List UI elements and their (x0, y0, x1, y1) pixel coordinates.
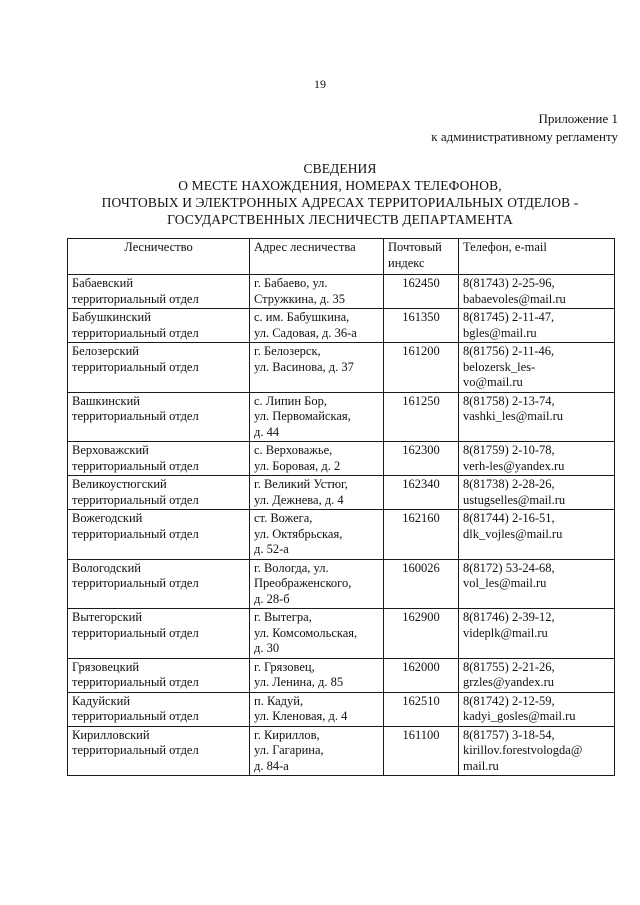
header-postal-index (384, 239, 459, 275)
address-cell (250, 309, 384, 343)
header-forestry: Лесничество (68, 239, 250, 275)
forestry-cell (68, 510, 250, 560)
postal-index-cell: 161350 (384, 309, 459, 343)
table-row (68, 343, 615, 393)
forestry-cell (68, 658, 250, 692)
address-line: ул. Дежнева, д. 4 (254, 492, 344, 507)
table-row (68, 309, 615, 343)
address-line: с. Верховажье, (254, 443, 333, 457)
address-line: г. Великий Устюг, (254, 477, 348, 491)
contacts-cell (459, 442, 615, 476)
forestry-line: территориальный отдел (72, 625, 199, 640)
contact-line: belozersk_les- (463, 359, 536, 374)
forestry-line: Кирилловский (72, 727, 150, 742)
postal-index-cell: 162510 (384, 692, 459, 726)
header-postal-line-1: Почтовый (388, 240, 442, 254)
forestry-cell (68, 309, 250, 343)
address-line: Стружкина, д. 35 (254, 291, 345, 306)
contact-line: mail.ru (463, 758, 499, 773)
appendix-line-2: к административному регламенту (431, 129, 618, 144)
contact-line: verh-les@yandex.ru (463, 458, 565, 473)
postal-index-cell: 161250 (384, 392, 459, 442)
contacts-cell (459, 609, 615, 659)
contact-line: 8(81759) 2-10-78, (463, 443, 555, 457)
table-row (68, 275, 615, 309)
forestry-line: территориальный отдел (72, 359, 199, 374)
contacts-cell (459, 392, 615, 442)
address-line: г. Белозерск, (254, 344, 321, 358)
contacts-cell (459, 726, 615, 776)
table-row (68, 476, 615, 510)
forestry-cell (68, 476, 250, 510)
forestry-line: Кадуйский (72, 693, 131, 708)
forestry-line: территориальный отдел (72, 492, 199, 507)
contact-line: 8(81743) 2-25-96, (463, 276, 555, 290)
postal-index-cell: 162000 (384, 658, 459, 692)
header-postal-line-2: индекс (388, 255, 425, 270)
forestry-cell (68, 559, 250, 609)
address-cell (250, 559, 384, 609)
address-line: ул. Октябрьская, (254, 526, 343, 541)
forestry-line: Грязовецкий (72, 659, 140, 674)
address-cell (250, 275, 384, 309)
contacts-cell (459, 476, 615, 510)
address-cell (250, 392, 384, 442)
postal-index-cell: 161200 (384, 343, 459, 393)
forestry-line: территориальный отдел (72, 291, 199, 306)
contact-line: dlk_vojles@mail.ru (463, 526, 563, 541)
contacts-cell (459, 559, 615, 609)
contacts-cell (459, 275, 615, 309)
contacts-cell (459, 510, 615, 560)
appendix-line-1: Приложение 1 (538, 111, 618, 126)
table-row (68, 658, 615, 692)
title-line-4: ГОСУДАРСТВЕННЫХ ЛЕСНИЧЕСТВ ДЕПАРТАМЕНТА (167, 212, 513, 227)
address-line: ул. Кленовая, д. 4 (254, 709, 348, 723)
forestry-cell (68, 343, 250, 393)
contacts-cell (459, 692, 615, 726)
forestry-line: Вологодский (72, 560, 141, 575)
table-row (68, 726, 615, 776)
title-line-1: СВЕДЕНИЯ (303, 161, 377, 176)
address-line: д. 30 (254, 641, 280, 655)
contact-line: vashki_les@mail.ru (463, 409, 564, 423)
table-row (68, 692, 615, 726)
address-cell (250, 442, 384, 476)
forestry-line: территориальный отдел (72, 709, 199, 723)
appendix-note (431, 110, 618, 146)
forestry-line: Вожегодский (72, 511, 143, 525)
forestry-cell (68, 609, 250, 659)
forestry-cell (68, 692, 250, 726)
address-line: ул. Садовая, д. 36-а (254, 325, 357, 340)
contact-line: 8(81757) 3-18-54, (463, 727, 555, 742)
title-line-3: ПОЧТОВЫХ И ЭЛЕКТРОННЫХ АДРЕСАХ ТЕРРИТОРИАЛЬНЫХ ОТДЕЛОВ - (101, 195, 579, 210)
forestry-line: Верховажский (72, 443, 149, 457)
postal-index-cell: 160026 (384, 559, 459, 609)
forestry-cell (68, 726, 250, 776)
postal-index-cell: 162340 (384, 476, 459, 510)
address-line: с. Липин Бор, (254, 393, 327, 408)
forestry-line: территориальный отдел (72, 409, 199, 423)
address-line: ул. Васинова, д. 37 (254, 359, 354, 374)
contact-line: 8(81744) 2-16-51, (463, 511, 555, 525)
contact-line: 8(81738) 2-28-26, (463, 477, 555, 491)
forestry-line: Вашкинский (72, 393, 140, 408)
forestry-line: территориальный отдел (72, 458, 199, 473)
forestry-cell (68, 392, 250, 442)
address-cell (250, 658, 384, 692)
address-line: г. Вологда, ул. (254, 560, 329, 575)
header-phone: Телефон, e-mail (459, 239, 615, 275)
forestry-line: Великоустюгский (72, 477, 167, 491)
postal-index-cell: 162900 (384, 609, 459, 659)
contact-line: kirillov.forestvologda@ (463, 743, 583, 757)
address-line: п. Кадуй, (254, 693, 304, 708)
contacts-cell (459, 309, 615, 343)
contact-line: 8(81742) 2-12-59, (463, 693, 555, 708)
address-line: д. 28-б (254, 591, 290, 606)
address-line: с. им. Бабушкина, (254, 310, 350, 324)
contact-line: vo@mail.ru (463, 375, 523, 389)
address-line: ул. Боровая, д. 2 (254, 458, 341, 473)
address-line: ул. Гагарина, (254, 743, 324, 757)
address-line: г. Кириллов, (254, 727, 320, 742)
forestry-line: Вытегорский (72, 610, 143, 624)
forestry-table (67, 238, 615, 776)
postal-index-cell: 161100 (384, 726, 459, 776)
contact-line: grzles@yandex.ru (463, 675, 554, 689)
forestry-line: территориальный отдел (72, 576, 199, 590)
contact-line: 8(81746) 2-39-12, (463, 610, 555, 624)
contact-line: kadyi_gosles@mail.ru (463, 709, 576, 723)
table-row (68, 609, 615, 659)
postal-index-cell: 162450 (384, 275, 459, 309)
address-line: г. Вытегра, (254, 610, 312, 624)
contact-line: 8(81745) 2-11-47, (463, 310, 555, 324)
page-number: 19 (314, 77, 326, 91)
forestry-line: Бабаевский (72, 276, 134, 290)
header-address: Адрес лесничества (250, 239, 384, 275)
forestry-line: территориальный отдел (72, 526, 199, 541)
address-cell (250, 692, 384, 726)
address-line: г. Грязовец, (254, 659, 315, 674)
postal-index-cell: 162300 (384, 442, 459, 476)
table-row (68, 392, 615, 442)
table-row (68, 559, 615, 609)
address-line: д. 52-а (254, 542, 289, 556)
contact-line: babaevoles@mail.ru (463, 291, 566, 306)
forestry-cell (68, 442, 250, 476)
table-row (68, 442, 615, 476)
contact-line: ustugselles@mail.ru (463, 492, 566, 507)
address-line: ст. Вожега, (254, 511, 313, 525)
document-title (60, 160, 620, 228)
address-line: д. 44 (254, 424, 280, 439)
postal-index-cell: 162160 (384, 510, 459, 560)
forestry-line: территориальный отдел (72, 325, 199, 340)
forestry-cell (68, 275, 250, 309)
forestry-line: Белозерский (72, 344, 139, 358)
address-line: ул. Первомайская, (254, 409, 351, 423)
forestry-line: Бабушкинский (72, 310, 151, 324)
contacts-cell (459, 658, 615, 692)
contact-line: 8(81756) 2-11-46, (463, 344, 555, 358)
table-header-row (68, 239, 615, 275)
address-cell (250, 726, 384, 776)
contact-line: videplk@mail.ru (463, 625, 548, 640)
forestry-line: территориальный отдел (72, 675, 199, 689)
address-line: Преображенского, (254, 576, 352, 590)
contact-line: 8(8172) 53-24-68, (463, 560, 555, 575)
address-line: г. Бабаево, ул. (254, 276, 328, 290)
contact-line: bgles@mail.ru (463, 325, 537, 340)
title-line-2: О МЕСТЕ НАХОЖДЕНИЯ, НОМЕРАХ ТЕЛЕФОНОВ, (178, 178, 502, 193)
forestry-line: территориальный отдел (72, 743, 199, 757)
address-line: ул. Ленина, д. 85 (254, 675, 344, 689)
address-cell (250, 510, 384, 560)
address-cell (250, 343, 384, 393)
address-line: д. 84-а (254, 758, 289, 773)
contact-line: vol_les@mail.ru (463, 576, 547, 590)
contacts-cell (459, 343, 615, 393)
contact-line: 8(81758) 2-13-74, (463, 393, 555, 408)
address-line: ул. Комсомольская, (254, 625, 358, 640)
address-cell (250, 476, 384, 510)
table-row (68, 510, 615, 560)
address-cell (250, 609, 384, 659)
contact-line: 8(81755) 2-21-26, (463, 659, 555, 674)
